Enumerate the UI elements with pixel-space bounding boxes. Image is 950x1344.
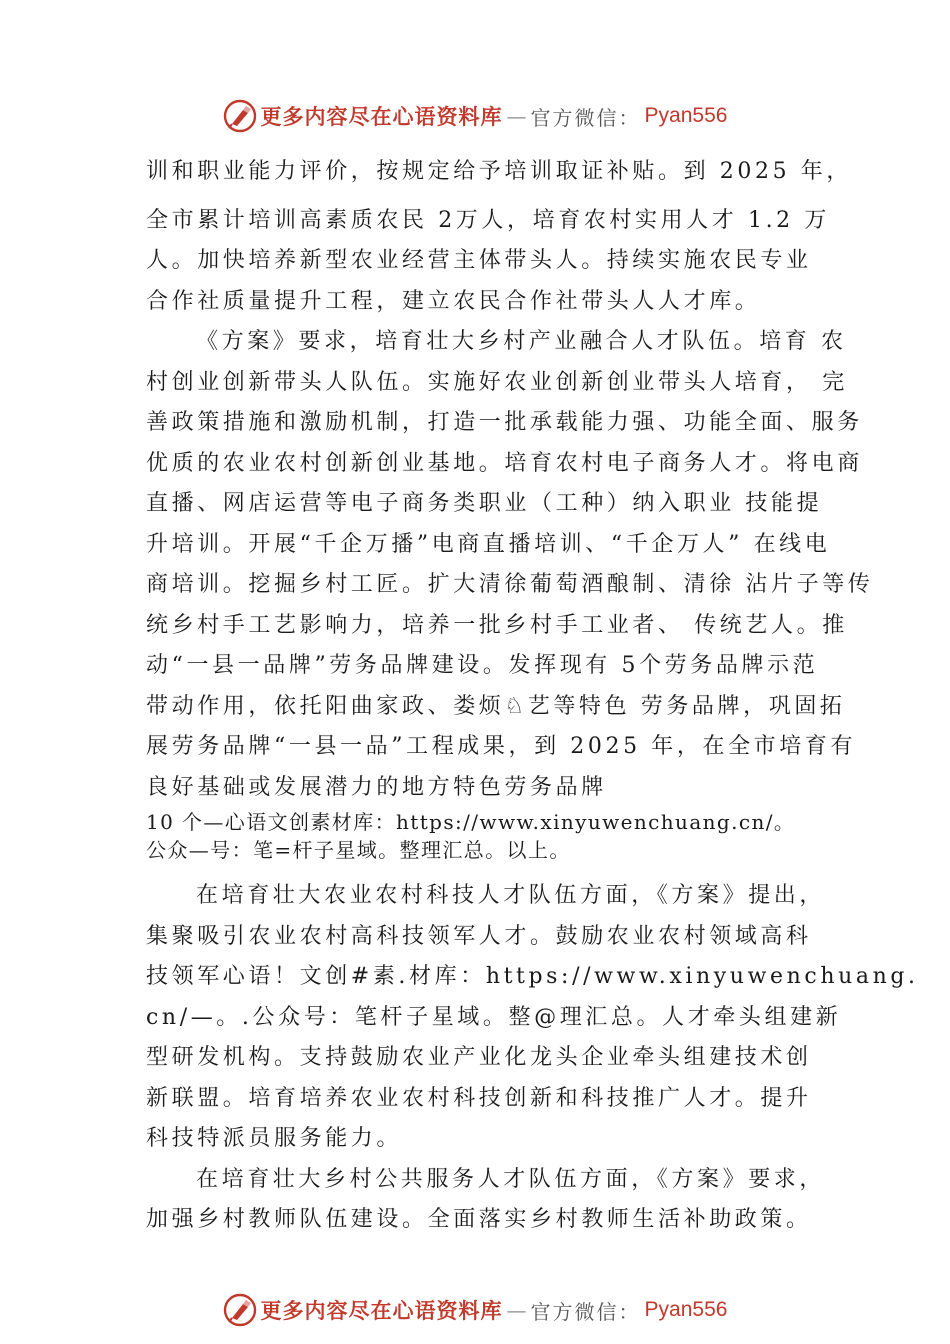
text-line: 直播、网店运营等电子商务类职业（工种）纳入职业 技能提 bbox=[146, 491, 823, 516]
banner-dash: — bbox=[506, 1298, 527, 1322]
text-line: 统乡村手工艺影响力，培养一批乡村手工业者、 传统艺人。推 bbox=[146, 612, 848, 638]
banner-wechat-label: 官方微信： bbox=[530, 105, 641, 130]
document-body bbox=[146, 152, 919, 1241]
text-line: 村创业创新带头人队伍。实施好农业创新创业带头人培育， 完 bbox=[146, 369, 848, 395]
text-line: 科技特派员服务能力。 bbox=[146, 1126, 403, 1151]
banner-wechat-id: Pyan556 bbox=[644, 104, 728, 127]
text-line: 技领军心语！文创#素.材库：https://www.xinyuwenchuang. bbox=[146, 964, 919, 989]
text-line: 动“一县一品牌”劳务品牌建设。发挥现有 5个劳务品牌示范 bbox=[146, 653, 819, 678]
footer-banner bbox=[0, 1290, 950, 1330]
banner-wechat-id: Pyan556 bbox=[644, 1298, 728, 1321]
banner-wechat-label: 官方微信： bbox=[530, 1299, 641, 1324]
banner-main-text: 更多内容尽在心语资料库 bbox=[260, 104, 503, 129]
watermark-line: 公众—号：笔=杆子星域。整理汇总。以上。 bbox=[146, 838, 571, 862]
text-line: 升培训。开展“千企万播”电商直播培训、“千企万人” 在线电 bbox=[146, 531, 831, 557]
text-line: 展劳务品牌“一县一品”工程成果，到 2025 年，在全市培育有 bbox=[146, 734, 857, 759]
text-line: 新联盟。培育培养农业农村科技创新和科技推广人才。提升 bbox=[146, 1085, 812, 1111]
paragraph-start-line: 在培育壮大农业农村科技人才队伍方面，《方案》提出， bbox=[196, 883, 826, 908]
pen-nib-logo-icon bbox=[223, 1293, 257, 1327]
text-line: 集聚吸引农业农村高科技领军人才。鼓励农业农村领域高科 bbox=[146, 923, 812, 949]
text-line: 加强乡村教师队伍建设。全面落实乡村教师生活补助政策。 bbox=[146, 1207, 812, 1232]
text-line: 善政策措施和激励机制，打造一批承载能力强、功能全面、服务 bbox=[146, 410, 863, 435]
text-line: 良好基础或发展潜力的地方特色劳务品牌 bbox=[146, 774, 607, 800]
text-line: 型研发机构。支持鼓励农业产业化龙头企业牵头组建技术创 bbox=[146, 1045, 812, 1070]
text-line: 人。加快培养新型农业经营主体带头人。持续实施农民专业 bbox=[146, 248, 812, 273]
text-line: 合作社质量提升工程，建立农民合作社带头人人才库。 bbox=[146, 288, 761, 314]
paragraph-start-line: 《方案》要求，培育壮大乡村产业融合人才队伍。培育 农 bbox=[196, 329, 847, 354]
watermark-line: 10 个—心语文创素材库：https://www.xinyuwenchuang.cn/。 bbox=[146, 810, 796, 834]
banner-dash: — bbox=[506, 104, 527, 128]
pen-nib-logo-icon bbox=[223, 99, 257, 133]
text-line: 带动作用，依托阳曲家政、娄烦♘艺等特色 劳务品牌，巩固拓 bbox=[146, 693, 846, 719]
text-line: 全市累计培训高素质农民 2万人，培育农村实用人才 1.2 万 bbox=[146, 207, 830, 233]
banner-main-text: 更多内容尽在心语资料库 bbox=[260, 1298, 503, 1323]
header-banner bbox=[0, 96, 950, 136]
text-line: 优质的农业农村创新创业基地。培育农村电子商务人才。将电商 bbox=[146, 450, 863, 476]
text-line: cn/—。.公众号：笔杆子星域。整@理汇总。人才牵头组建新 bbox=[146, 1004, 842, 1030]
text-line: 商培训。挖掘乡村工匠。扩大清徐葡萄酒酿制、清徐 沾片子等传 bbox=[146, 572, 874, 597]
text-line: 训和职业能力评价，按规定给予培训取证补贴。到 2025 年， bbox=[146, 159, 852, 184]
paragraph-start-line: 在培育壮大乡村公共服务人才队伍方面，《方案》要求， bbox=[196, 1166, 826, 1192]
